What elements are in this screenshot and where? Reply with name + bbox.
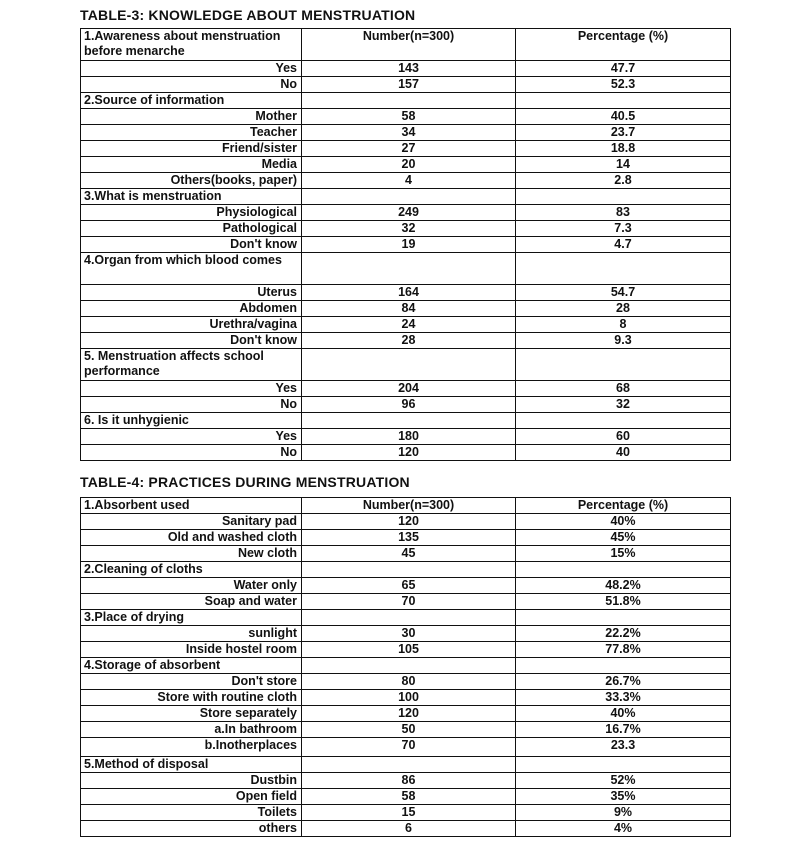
percentage-cell: 40% bbox=[516, 514, 731, 530]
section-label: 4.Organ from which blood comes bbox=[81, 253, 302, 285]
percentage-cell: 28 bbox=[516, 301, 731, 317]
row-label: Media bbox=[81, 157, 302, 173]
number-cell: 70 bbox=[302, 594, 516, 610]
number-cell: 24 bbox=[302, 317, 516, 333]
percentage-cell: 40 bbox=[516, 445, 731, 461]
row-label: Mother bbox=[81, 109, 302, 125]
table-row bbox=[81, 738, 731, 757]
table-section-row bbox=[81, 253, 731, 285]
table-row bbox=[81, 530, 731, 546]
empty-cell bbox=[516, 189, 731, 205]
table-row bbox=[81, 301, 731, 317]
table-row bbox=[81, 789, 731, 805]
table4-practices bbox=[80, 497, 731, 837]
percentage-cell: 2.8 bbox=[516, 173, 731, 189]
percentage-cell: 45% bbox=[516, 530, 731, 546]
table-row bbox=[81, 674, 731, 690]
number-cell: 32 bbox=[302, 221, 516, 237]
empty-cell bbox=[302, 610, 516, 626]
empty-cell bbox=[302, 413, 516, 429]
percentage-cell: 16.7% bbox=[516, 722, 731, 738]
table-row bbox=[81, 381, 731, 397]
row-label: No bbox=[81, 445, 302, 461]
number-cell: 65 bbox=[302, 578, 516, 594]
row-label: Urethra/vagina bbox=[81, 317, 302, 333]
percentage-cell: 51.8% bbox=[516, 594, 731, 610]
number-cell: 19 bbox=[302, 237, 516, 253]
number-cell: 100 bbox=[302, 690, 516, 706]
row-label: Don't know bbox=[81, 237, 302, 253]
row-label: Store separately bbox=[81, 706, 302, 722]
table-section-row bbox=[81, 349, 731, 381]
table4-title: TABLE-4: PRACTICES DURING MENSTRUATION bbox=[80, 474, 410, 490]
percentage-cell: 7.3 bbox=[516, 221, 731, 237]
row-label: Yes bbox=[81, 381, 302, 397]
number-cell: 135 bbox=[302, 530, 516, 546]
empty-cell bbox=[302, 189, 516, 205]
percentage-cell: 77.8% bbox=[516, 642, 731, 658]
percentage-cell: 60 bbox=[516, 429, 731, 445]
number-cell: 86 bbox=[302, 773, 516, 789]
table-row bbox=[81, 397, 731, 413]
section-label: 5. Menstruation affects school performance bbox=[81, 349, 302, 381]
table-header-row bbox=[81, 498, 731, 514]
row-label: Sanitary pad bbox=[81, 514, 302, 530]
row-label: Inside hostel room bbox=[81, 642, 302, 658]
percentage-cell: 68 bbox=[516, 381, 731, 397]
table-row bbox=[81, 77, 731, 93]
empty-cell bbox=[516, 562, 731, 578]
percentage-cell: 4.7 bbox=[516, 237, 731, 253]
table-row bbox=[81, 221, 731, 237]
row-label: Physiological bbox=[81, 205, 302, 221]
table-header-row bbox=[81, 29, 731, 61]
number-cell: 249 bbox=[302, 205, 516, 221]
row-label: Uterus bbox=[81, 285, 302, 301]
number-cell: 30 bbox=[302, 626, 516, 642]
row-label: Open field bbox=[81, 789, 302, 805]
percentage-cell: 15% bbox=[516, 546, 731, 562]
row-label: No bbox=[81, 77, 302, 93]
percentage-cell: 32 bbox=[516, 397, 731, 413]
percentage-cell: 9% bbox=[516, 805, 731, 821]
row-label: Water only bbox=[81, 578, 302, 594]
table-row bbox=[81, 173, 731, 189]
row-label: Yes bbox=[81, 61, 302, 77]
percentage-cell: 26.7% bbox=[516, 674, 731, 690]
percentage-cell: 9.3 bbox=[516, 333, 731, 349]
number-cell: 45 bbox=[302, 546, 516, 562]
number-cell: 6 bbox=[302, 821, 516, 837]
table-row bbox=[81, 205, 731, 221]
table3-title: TABLE-3: KNOWLEDGE ABOUT MENSTRUATION bbox=[80, 7, 416, 23]
percentage-cell: 40% bbox=[516, 706, 731, 722]
row-label: Old and washed cloth bbox=[81, 530, 302, 546]
table-row bbox=[81, 237, 731, 253]
section-label: 2.Source of information bbox=[81, 93, 302, 109]
table-row bbox=[81, 333, 731, 349]
table-row bbox=[81, 546, 731, 562]
number-cell: 120 bbox=[302, 706, 516, 722]
table-row bbox=[81, 429, 731, 445]
table-row bbox=[81, 125, 731, 141]
empty-cell bbox=[516, 757, 731, 773]
number-cell: 50 bbox=[302, 722, 516, 738]
row-label: Don't know bbox=[81, 333, 302, 349]
table-row bbox=[81, 109, 731, 125]
number-cell: 70 bbox=[302, 738, 516, 757]
percentage-cell: 23.7 bbox=[516, 125, 731, 141]
table-row bbox=[81, 285, 731, 301]
row-label: New cloth bbox=[81, 546, 302, 562]
number-cell: 180 bbox=[302, 429, 516, 445]
row-label: Abdomen bbox=[81, 301, 302, 317]
table-row bbox=[81, 594, 731, 610]
section-label: 1.Awareness about menstruation before menarche bbox=[81, 29, 302, 61]
table-section-row bbox=[81, 658, 731, 674]
empty-cell bbox=[302, 349, 516, 381]
number-cell: 157 bbox=[302, 77, 516, 93]
table-row bbox=[81, 642, 731, 658]
empty-cell bbox=[302, 658, 516, 674]
empty-cell bbox=[302, 253, 516, 285]
table3-knowledge bbox=[80, 28, 731, 461]
row-label: Store with routine cloth bbox=[81, 690, 302, 706]
number-cell: 34 bbox=[302, 125, 516, 141]
percentage-cell: 48.2% bbox=[516, 578, 731, 594]
table-row bbox=[81, 821, 731, 837]
table-row bbox=[81, 578, 731, 594]
table-row bbox=[81, 706, 731, 722]
row-label: Others(books, paper) bbox=[81, 173, 302, 189]
empty-cell bbox=[302, 562, 516, 578]
table-row bbox=[81, 141, 731, 157]
number-cell: 28 bbox=[302, 333, 516, 349]
number-cell: 84 bbox=[302, 301, 516, 317]
percentage-cell: 47.7 bbox=[516, 61, 731, 77]
empty-cell bbox=[516, 658, 731, 674]
number-cell: 204 bbox=[302, 381, 516, 397]
number-cell: 58 bbox=[302, 789, 516, 805]
percentage-cell: 52% bbox=[516, 773, 731, 789]
section-label: 5.Method of disposal bbox=[81, 757, 302, 773]
percentage-cell: 22.2% bbox=[516, 626, 731, 642]
percentage-cell: 23.3 bbox=[516, 738, 731, 757]
table-row bbox=[81, 805, 731, 821]
percentage-cell: 40.5 bbox=[516, 109, 731, 125]
empty-cell bbox=[516, 349, 731, 381]
table-row bbox=[81, 317, 731, 333]
number-cell: 143 bbox=[302, 61, 516, 77]
row-label: sunlight bbox=[81, 626, 302, 642]
column-header-percentage: Percentage (%) bbox=[516, 29, 731, 61]
table-row bbox=[81, 690, 731, 706]
row-label: a.In bathroom bbox=[81, 722, 302, 738]
table-row bbox=[81, 445, 731, 461]
empty-cell bbox=[302, 757, 516, 773]
table-section-row bbox=[81, 413, 731, 429]
row-label: Dustbin bbox=[81, 773, 302, 789]
number-cell: 4 bbox=[302, 173, 516, 189]
number-cell: 164 bbox=[302, 285, 516, 301]
row-label: No bbox=[81, 397, 302, 413]
table-row bbox=[81, 626, 731, 642]
percentage-cell: 14 bbox=[516, 157, 731, 173]
table-section-row bbox=[81, 757, 731, 773]
percentage-cell: 54.7 bbox=[516, 285, 731, 301]
table-section-row bbox=[81, 189, 731, 205]
row-label: others bbox=[81, 821, 302, 837]
section-label: 3.Place of drying bbox=[81, 610, 302, 626]
number-cell: 15 bbox=[302, 805, 516, 821]
percentage-cell: 52.3 bbox=[516, 77, 731, 93]
number-cell: 120 bbox=[302, 445, 516, 461]
table-row bbox=[81, 157, 731, 173]
column-header-number: Number(n=300) bbox=[302, 498, 516, 514]
table-section-row bbox=[81, 562, 731, 578]
section-label: 4.Storage of absorbent bbox=[81, 658, 302, 674]
number-cell: 58 bbox=[302, 109, 516, 125]
empty-cell bbox=[302, 93, 516, 109]
table-row bbox=[81, 61, 731, 77]
number-cell: 27 bbox=[302, 141, 516, 157]
row-label: Pathological bbox=[81, 221, 302, 237]
section-label: 1.Absorbent used bbox=[81, 498, 302, 514]
empty-cell bbox=[516, 253, 731, 285]
percentage-cell: 35% bbox=[516, 789, 731, 805]
table-row bbox=[81, 514, 731, 530]
row-label: Don't store bbox=[81, 674, 302, 690]
column-header-number: Number(n=300) bbox=[302, 29, 516, 61]
percentage-cell: 8 bbox=[516, 317, 731, 333]
empty-cell bbox=[516, 413, 731, 429]
table-section-row bbox=[81, 610, 731, 626]
section-label: 2.Cleaning of cloths bbox=[81, 562, 302, 578]
table-section-row bbox=[81, 93, 731, 109]
row-label: Toilets bbox=[81, 805, 302, 821]
row-label: Friend/sister bbox=[81, 141, 302, 157]
number-cell: 20 bbox=[302, 157, 516, 173]
percentage-cell: 83 bbox=[516, 205, 731, 221]
row-label: b.Inotherplaces bbox=[81, 738, 302, 757]
percentage-cell: 33.3% bbox=[516, 690, 731, 706]
column-header-percentage: Percentage (%) bbox=[516, 498, 731, 514]
section-label: 3.What is menstruation bbox=[81, 189, 302, 205]
percentage-cell: 18.8 bbox=[516, 141, 731, 157]
number-cell: 120 bbox=[302, 514, 516, 530]
empty-cell bbox=[516, 93, 731, 109]
section-label: 6. Is it unhygienic bbox=[81, 413, 302, 429]
row-label: Teacher bbox=[81, 125, 302, 141]
row-label: Soap and water bbox=[81, 594, 302, 610]
table-row bbox=[81, 773, 731, 789]
number-cell: 80 bbox=[302, 674, 516, 690]
row-label: Yes bbox=[81, 429, 302, 445]
percentage-cell: 4% bbox=[516, 821, 731, 837]
table-row bbox=[81, 722, 731, 738]
number-cell: 105 bbox=[302, 642, 516, 658]
empty-cell bbox=[516, 610, 731, 626]
number-cell: 96 bbox=[302, 397, 516, 413]
